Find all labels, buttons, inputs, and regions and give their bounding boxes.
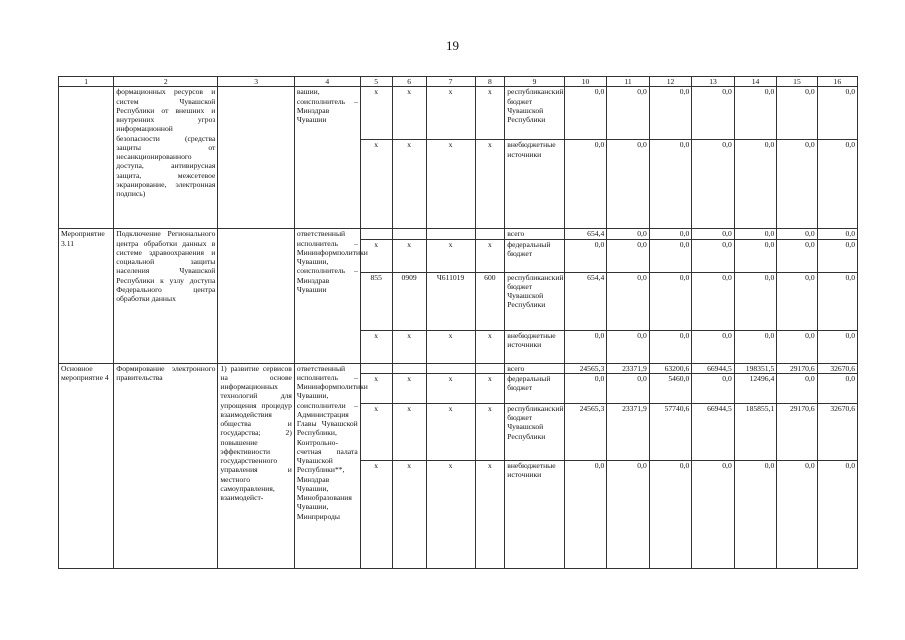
event-code-cell: Мероприятие 3.11 xyxy=(59,229,114,363)
value-cell: 0,0 xyxy=(777,229,817,239)
value-cell: 0,0 xyxy=(817,460,857,568)
vr-cell: x xyxy=(475,373,505,403)
col-header: 5 xyxy=(360,77,392,87)
funding-source-cell: внебюджетные источники xyxy=(505,460,565,568)
rzpr-cell xyxy=(392,363,426,373)
csr-cell: x xyxy=(426,373,475,403)
event-name-cell: Подключение Регионального центра обработки данных в системе здравоохранения и социальной защиты населения Чувашской Республики к узлу доступа Федерального центра обработки данных xyxy=(114,229,218,363)
vr-cell xyxy=(475,229,505,239)
value-cell: 0,0 xyxy=(692,140,735,229)
vr-cell: x xyxy=(475,239,505,272)
value-cell: 0,0 xyxy=(734,87,777,140)
budget-table xyxy=(58,76,858,569)
executor-cell: вашии, соисполнитель – Минздрав Чувашии xyxy=(294,87,360,229)
value-cell: 0,0 xyxy=(734,239,777,272)
table-row xyxy=(59,87,858,140)
value-cell: 0,0 xyxy=(649,87,692,140)
value-cell: 0,0 xyxy=(817,330,857,363)
grbs-cell: x xyxy=(360,373,392,403)
value-cell: 0,0 xyxy=(734,330,777,363)
value-cell: 0,0 xyxy=(777,460,817,568)
goal-cell xyxy=(218,229,295,363)
col-header: 3 xyxy=(218,77,295,87)
vr-cell xyxy=(475,363,505,373)
vr-cell: x xyxy=(475,460,505,568)
grbs-cell: x xyxy=(360,460,392,568)
vr-cell: x xyxy=(475,403,505,460)
funding-source-cell: всего xyxy=(505,229,565,239)
value-cell: 66944,5 xyxy=(692,363,735,373)
value-cell: 0,0 xyxy=(692,460,735,568)
grbs-cell: x xyxy=(360,330,392,363)
value-cell: 185855,1 xyxy=(734,403,777,460)
value-cell: 0,0 xyxy=(607,87,650,140)
value-cell: 0,0 xyxy=(607,239,650,272)
col-header: 12 xyxy=(649,77,692,87)
value-cell: 63200,6 xyxy=(649,363,692,373)
value-cell: 0,0 xyxy=(817,87,857,140)
value-cell: 0,0 xyxy=(817,140,857,229)
value-cell: 0,0 xyxy=(607,373,650,403)
rzpr-cell: x xyxy=(392,403,426,460)
col-header: 6 xyxy=(392,77,426,87)
grbs-cell xyxy=(360,229,392,239)
executor-cell: ответственный исполнитель – Мининформполитики Чувашии, соисполнители – Администрация Главы Чувашской Республики, Контрольно-счетная палата Чувашской Республики**, Минздрав Чувашии, Минобразования Чувашии, Минприроды xyxy=(294,363,360,568)
value-cell: 29170,6 xyxy=(777,363,817,373)
event-code-cell xyxy=(59,87,114,229)
value-cell: 198351,5 xyxy=(734,363,777,373)
grbs-cell: x xyxy=(360,87,392,140)
value-cell: 23371,9 xyxy=(607,363,650,373)
value-cell: 0,0 xyxy=(777,330,817,363)
funding-source-cell: внебюджетные источники xyxy=(505,330,565,363)
column-number-row xyxy=(59,77,858,87)
col-header: 10 xyxy=(564,77,607,87)
goal-cell xyxy=(218,87,295,229)
value-cell: 0,0 xyxy=(692,239,735,272)
value-cell: 24565,3 xyxy=(564,403,607,460)
value-cell: 0,0 xyxy=(777,272,817,330)
value-cell: 0,0 xyxy=(607,330,650,363)
value-cell: 0,0 xyxy=(817,239,857,272)
value-cell: 0,0 xyxy=(817,272,857,330)
col-header: 16 xyxy=(817,77,857,87)
value-cell: 32670,6 xyxy=(817,363,857,373)
value-cell: 0,0 xyxy=(649,330,692,363)
value-cell: 0,0 xyxy=(564,140,607,229)
value-cell: 0,0 xyxy=(649,229,692,239)
col-header: 9 xyxy=(505,77,565,87)
value-cell: 0,0 xyxy=(564,330,607,363)
event-code-cell: Основное мероприятие 4 xyxy=(59,363,114,568)
csr-cell: x xyxy=(426,140,475,229)
col-header: 15 xyxy=(777,77,817,87)
col-header: 13 xyxy=(692,77,735,87)
funding-source-cell: республиканский бюджет Чувашской Республики xyxy=(505,272,565,330)
csr-cell xyxy=(426,363,475,373)
col-header: 7 xyxy=(426,77,475,87)
value-cell: 0,0 xyxy=(692,272,735,330)
value-cell: 66944,5 xyxy=(692,403,735,460)
value-cell: 0,0 xyxy=(692,373,735,403)
value-cell: 0,0 xyxy=(734,272,777,330)
value-cell: 24565,3 xyxy=(564,363,607,373)
col-header: 8 xyxy=(475,77,505,87)
value-cell: 0,0 xyxy=(734,229,777,239)
rzpr-cell: x xyxy=(392,239,426,272)
value-cell: 654,4 xyxy=(564,229,607,239)
event-name-cell: Формирование электронного правительства xyxy=(114,363,218,568)
value-cell: 0,0 xyxy=(564,460,607,568)
value-cell: 0,0 xyxy=(734,140,777,229)
value-cell: 0,0 xyxy=(777,87,817,140)
col-header: 2 xyxy=(114,77,218,87)
rzpr-cell: x xyxy=(392,87,426,140)
vr-cell: x xyxy=(475,87,505,140)
funding-source-cell: федеральный бюджет xyxy=(505,373,565,403)
col-header: 14 xyxy=(734,77,777,87)
funding-source-cell: внебюджетные источники xyxy=(505,140,565,229)
vr-cell: 600 xyxy=(475,272,505,330)
value-cell: 0,0 xyxy=(607,229,650,239)
value-cell: 0,0 xyxy=(692,87,735,140)
vr-cell: x xyxy=(475,140,505,229)
csr-cell: Ч611019 xyxy=(426,272,475,330)
rzpr-cell: x xyxy=(392,330,426,363)
csr-cell: x xyxy=(426,239,475,272)
value-cell: 12496,4 xyxy=(734,373,777,403)
rzpr-cell: x xyxy=(392,140,426,229)
value-cell: 0,0 xyxy=(692,229,735,239)
value-cell: 29170,6 xyxy=(777,403,817,460)
csr-cell: x xyxy=(426,460,475,568)
rzpr-cell: x xyxy=(392,460,426,568)
goal-cell: 1) развитие сервисов на основе информационных технологий для упрощения процедур взаимодействия общества и государства; 2) повышение эффективности государственного управления и местного самоуправления, взаимодейст- xyxy=(218,363,295,568)
rzpr-cell: 0909 xyxy=(392,272,426,330)
value-cell: 0,0 xyxy=(649,272,692,330)
value-cell: 0,0 xyxy=(564,373,607,403)
rzpr-cell xyxy=(392,229,426,239)
value-cell: 0,0 xyxy=(649,239,692,272)
csr-cell: x xyxy=(426,87,475,140)
grbs-cell: x xyxy=(360,403,392,460)
value-cell: 0,0 xyxy=(817,229,857,239)
value-cell: 0,0 xyxy=(564,239,607,272)
value-cell: 32670,6 xyxy=(817,403,857,460)
grbs-cell: x xyxy=(360,140,392,229)
csr-cell xyxy=(426,229,475,239)
table-row xyxy=(59,229,858,239)
funding-source-cell: республиканский бюджет Чувашской Республики xyxy=(505,87,565,140)
grbs-cell: x xyxy=(360,239,392,272)
value-cell: 0,0 xyxy=(649,140,692,229)
col-header: 1 xyxy=(59,77,114,87)
value-cell: 0,0 xyxy=(564,87,607,140)
value-cell: 0,0 xyxy=(607,460,650,568)
grbs-cell: 855 xyxy=(360,272,392,330)
table-row xyxy=(59,363,858,373)
grbs-cell xyxy=(360,363,392,373)
value-cell: 654,4 xyxy=(564,272,607,330)
csr-cell: x xyxy=(426,330,475,363)
rzpr-cell: x xyxy=(392,373,426,403)
value-cell: 5460,0 xyxy=(649,373,692,403)
value-cell: 23371,9 xyxy=(607,403,650,460)
funding-source-cell: всего xyxy=(505,363,565,373)
value-cell: 57740,6 xyxy=(649,403,692,460)
value-cell: 0,0 xyxy=(734,460,777,568)
value-cell: 0,0 xyxy=(777,239,817,272)
executor-cell: ответственный исполнитель – Мининформполитики Чувашии, соисполнитель – Минздрав Чувашии xyxy=(294,229,360,363)
funding-source-cell: республиканский бюджет Чувашской Республики xyxy=(505,403,565,460)
value-cell: 0,0 xyxy=(692,330,735,363)
value-cell: 0,0 xyxy=(817,373,857,403)
funding-source-cell: федеральный бюджет xyxy=(505,239,565,272)
value-cell: 0,0 xyxy=(777,140,817,229)
value-cell: 0,0 xyxy=(649,460,692,568)
value-cell: 0,0 xyxy=(607,272,650,330)
value-cell: 0,0 xyxy=(777,373,817,403)
col-header: 4 xyxy=(294,77,360,87)
col-header: 11 xyxy=(607,77,650,87)
value-cell: 0,0 xyxy=(607,140,650,229)
vr-cell: x xyxy=(475,330,505,363)
page-number: 19 xyxy=(446,38,459,53)
event-name-cell: формационных ресурсов и систем Чувашской Республики от внешних и внутренних угроз информационной безопасности (средства защиты от несанкционированного доступа, антивирусная защита, межсетевое экранирование, электронная подпись) xyxy=(114,87,218,229)
csr-cell: x xyxy=(426,403,475,460)
